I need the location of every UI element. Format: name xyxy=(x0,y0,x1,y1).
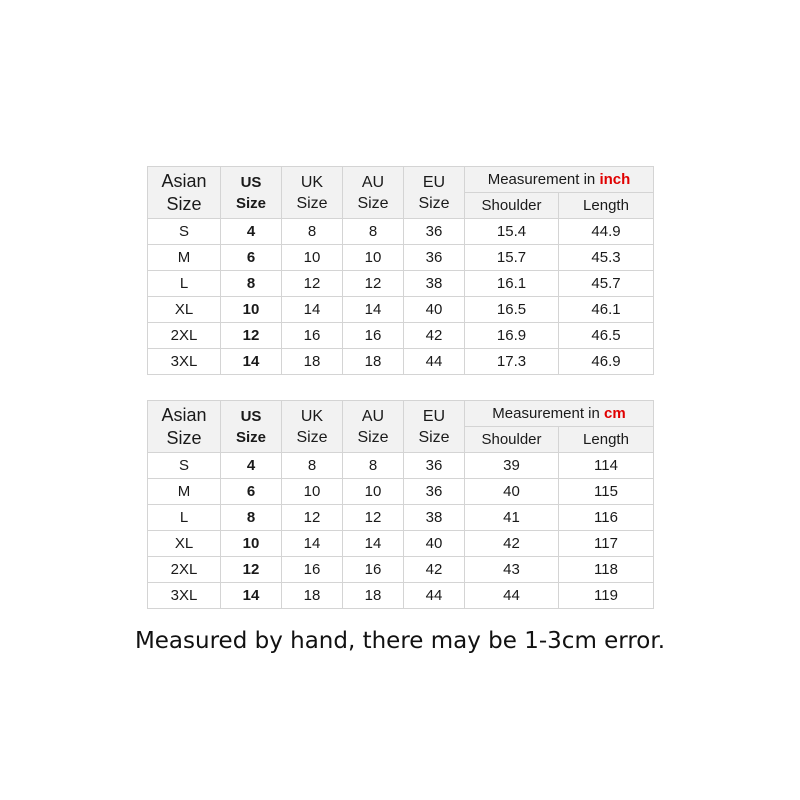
table-row xyxy=(148,271,654,297)
cell-us: 10 xyxy=(221,531,282,557)
size-table-inch xyxy=(147,166,654,375)
cell-length: 44.9 xyxy=(559,219,654,245)
cell-au: 12 xyxy=(343,505,404,531)
header-shoulder: Shoulder xyxy=(465,427,559,453)
cell-us: 4 xyxy=(221,219,282,245)
table-row xyxy=(148,505,654,531)
header-asian-size: Asian Size xyxy=(148,167,221,219)
size-table-cm xyxy=(147,400,654,609)
cell-asian: S xyxy=(148,219,221,245)
cell-uk: 12 xyxy=(282,505,343,531)
cell-asian: M xyxy=(148,479,221,505)
cell-eu: 36 xyxy=(404,219,465,245)
cell-shoulder: 42 xyxy=(465,531,559,557)
cell-asian: 3XL xyxy=(148,583,221,609)
cell-au: 12 xyxy=(343,271,404,297)
header-shoulder: Shoulder xyxy=(465,193,559,219)
header-asian-size: Asian Size xyxy=(148,401,221,453)
cell-us: 10 xyxy=(221,297,282,323)
cell-au: 8 xyxy=(343,453,404,479)
table-row xyxy=(148,219,654,245)
table-row xyxy=(148,323,654,349)
cell-length: 45.3 xyxy=(559,245,654,271)
cell-us: 6 xyxy=(221,479,282,505)
cell-uk: 18 xyxy=(282,349,343,375)
cell-asian: L xyxy=(148,505,221,531)
cell-au: 16 xyxy=(343,557,404,583)
cell-uk: 12 xyxy=(282,271,343,297)
cell-uk: 16 xyxy=(282,323,343,349)
cell-asian: L xyxy=(148,271,221,297)
cell-eu: 38 xyxy=(404,505,465,531)
cell-eu: 42 xyxy=(404,557,465,583)
table-row xyxy=(148,531,654,557)
cell-length: 46.9 xyxy=(559,349,654,375)
cell-length: 116 xyxy=(559,505,654,531)
header-au-size: AU Size xyxy=(343,167,404,219)
cell-eu: 36 xyxy=(404,245,465,271)
cell-length: 46.1 xyxy=(559,297,654,323)
cell-asian: M xyxy=(148,245,221,271)
cell-shoulder: 40 xyxy=(465,479,559,505)
cell-asian: 2XL xyxy=(148,557,221,583)
cell-eu: 38 xyxy=(404,271,465,297)
cell-us: 12 xyxy=(221,557,282,583)
cell-asian: 2XL xyxy=(148,323,221,349)
cell-us: 14 xyxy=(221,349,282,375)
cell-us: 4 xyxy=(221,453,282,479)
cell-eu: 44 xyxy=(404,349,465,375)
cell-uk: 14 xyxy=(282,297,343,323)
cell-au: 14 xyxy=(343,297,404,323)
cell-shoulder: 15.4 xyxy=(465,219,559,245)
cell-uk: 10 xyxy=(282,479,343,505)
cell-asian: XL xyxy=(148,531,221,557)
cell-au: 14 xyxy=(343,531,404,557)
header-length: Length xyxy=(559,427,654,453)
header-measurement: Measurement in inch xyxy=(465,167,654,193)
cell-uk: 16 xyxy=(282,557,343,583)
measurement-note: Measured by hand, there may be 1-3cm error. xyxy=(134,628,666,654)
cell-asian: 3XL xyxy=(148,349,221,375)
cell-eu: 42 xyxy=(404,323,465,349)
table-row xyxy=(148,583,654,609)
cell-us: 6 xyxy=(221,245,282,271)
cell-shoulder: 39 xyxy=(465,453,559,479)
cell-length: 115 xyxy=(559,479,654,505)
cell-eu: 36 xyxy=(404,479,465,505)
cell-au: 18 xyxy=(343,349,404,375)
header-uk-size: UK Size xyxy=(282,167,343,219)
cell-us: 14 xyxy=(221,583,282,609)
cell-shoulder: 16.5 xyxy=(465,297,559,323)
cell-asian: S xyxy=(148,453,221,479)
table-row xyxy=(148,453,654,479)
table-row xyxy=(148,479,654,505)
cell-au: 16 xyxy=(343,323,404,349)
header-us-size: US Size xyxy=(221,401,282,453)
cell-length: 114 xyxy=(559,453,654,479)
header-au-size: AU Size xyxy=(343,401,404,453)
table-row xyxy=(148,297,654,323)
cell-shoulder: 41 xyxy=(465,505,559,531)
cell-us: 12 xyxy=(221,323,282,349)
cell-shoulder: 16.1 xyxy=(465,271,559,297)
header-us-size: US Size xyxy=(221,167,282,219)
cell-length: 119 xyxy=(559,583,654,609)
cell-length: 117 xyxy=(559,531,654,557)
cell-shoulder: 17.3 xyxy=(465,349,559,375)
cell-eu: 36 xyxy=(404,453,465,479)
cell-au: 18 xyxy=(343,583,404,609)
unit-label: cm xyxy=(604,404,626,422)
cell-shoulder: 16.9 xyxy=(465,323,559,349)
cell-uk: 18 xyxy=(282,583,343,609)
cell-eu: 40 xyxy=(404,297,465,323)
cell-shoulder: 44 xyxy=(465,583,559,609)
cell-eu: 44 xyxy=(404,583,465,609)
cell-eu: 40 xyxy=(404,531,465,557)
cell-us: 8 xyxy=(221,505,282,531)
cell-au: 8 xyxy=(343,219,404,245)
cell-uk: 8 xyxy=(282,219,343,245)
cell-length: 118 xyxy=(559,557,654,583)
header-uk-size: UK Size xyxy=(282,401,343,453)
cell-au: 10 xyxy=(343,245,404,271)
header-eu-size: EU Size xyxy=(404,167,465,219)
cell-length: 46.5 xyxy=(559,323,654,349)
header-eu-size: EU Size xyxy=(404,401,465,453)
header-length: Length xyxy=(559,193,654,219)
cell-uk: 8 xyxy=(282,453,343,479)
cell-asian: XL xyxy=(148,297,221,323)
header-measurement: Measurement in cm xyxy=(465,401,654,427)
cell-shoulder: 43 xyxy=(465,557,559,583)
table-row xyxy=(148,557,654,583)
table-row xyxy=(148,245,654,271)
unit-label: inch xyxy=(599,170,631,188)
table-row xyxy=(148,349,654,375)
cell-uk: 10 xyxy=(282,245,343,271)
cell-us: 8 xyxy=(221,271,282,297)
cell-uk: 14 xyxy=(282,531,343,557)
cell-au: 10 xyxy=(343,479,404,505)
cell-length: 45.7 xyxy=(559,271,654,297)
cell-shoulder: 15.7 xyxy=(465,245,559,271)
